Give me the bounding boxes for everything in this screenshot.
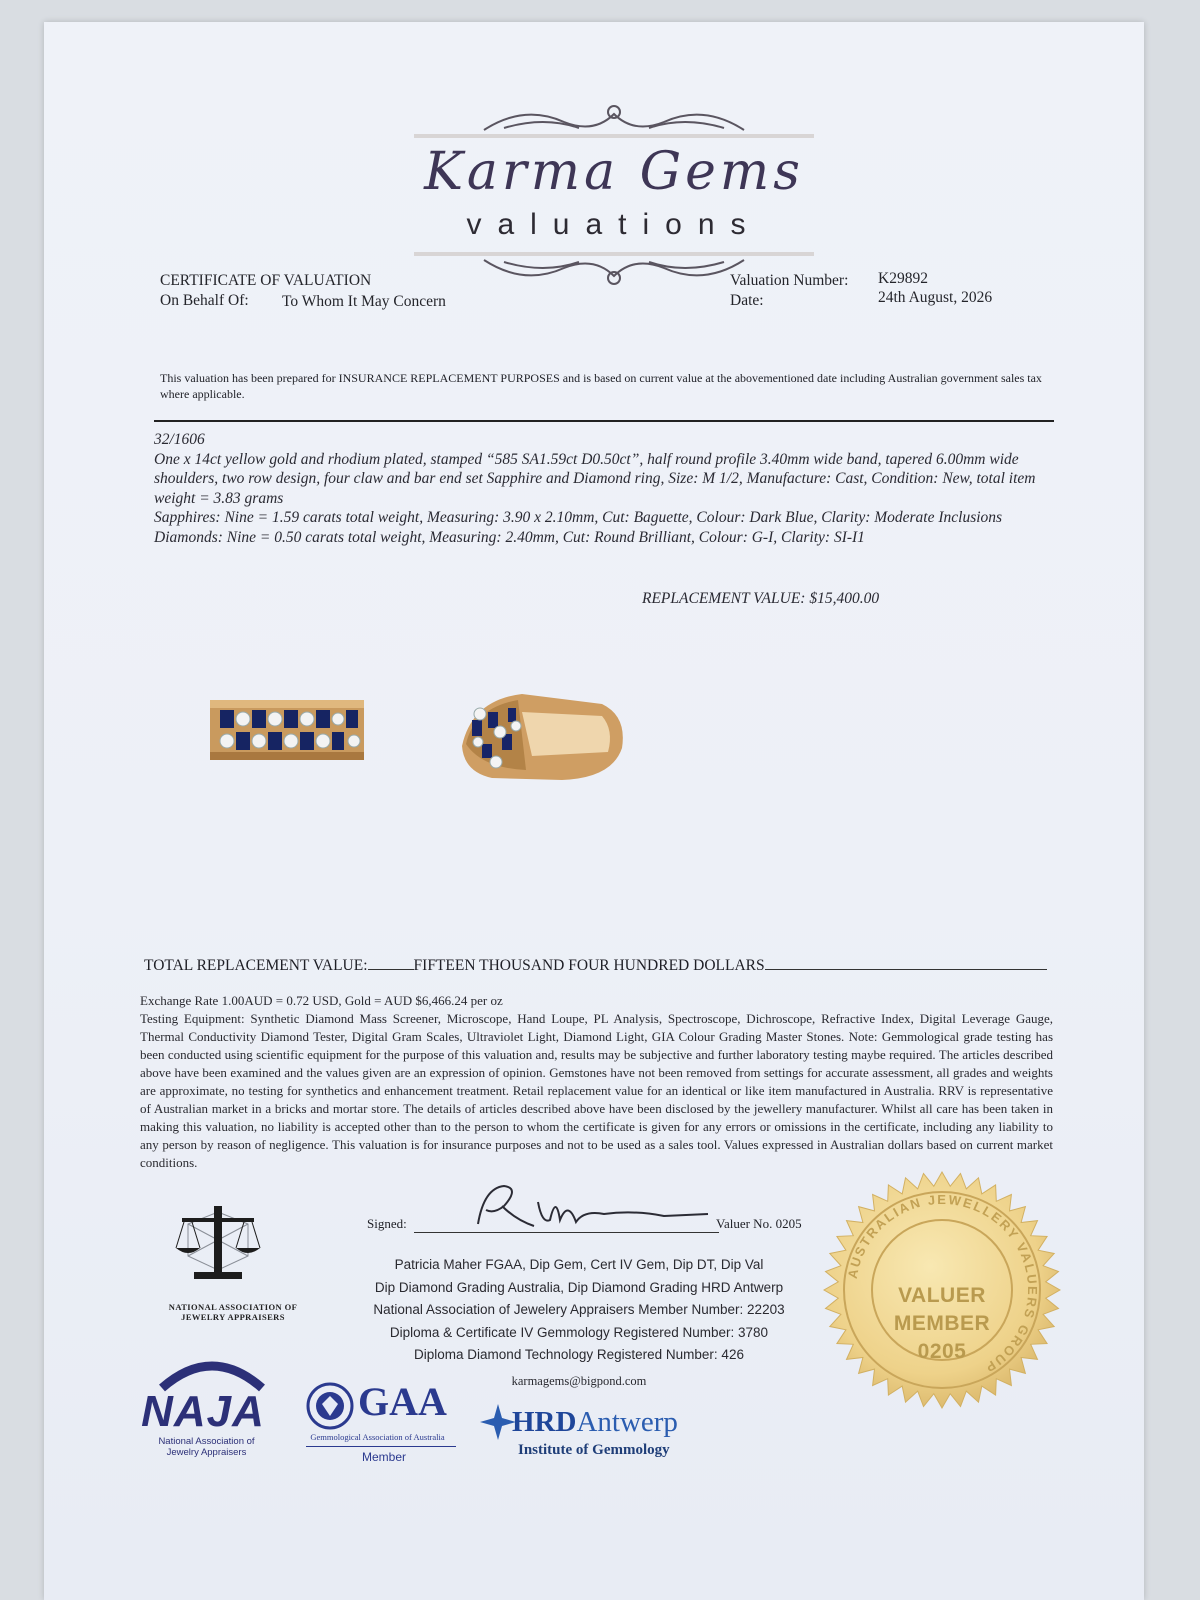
naja-caption	[148, 1302, 318, 1322]
naja-caption-line: JEWELRY APPRAISERS	[181, 1312, 285, 1322]
valuer-number: Valuer No. 0205	[716, 1216, 802, 1231]
valuation-number-value: K29892	[878, 270, 928, 287]
seal-ring-text: AUSTRALIAN JEWELLERY VALUERS GROUP	[844, 1191, 1041, 1376]
sapphire-details: Sapphires: Nine = 1.59 carats total weight, Measuring: 3.90 x 2.10mm, Cut: Baguette, Colour: Dark Blue, Clarity: Moderate Inclusions	[154, 509, 1003, 526]
naja-caption-line: NATIONAL ASSOCIATION OF	[168, 1302, 298, 1312]
replacement-value: REPLACEMENT VALUE: $15,400.00	[642, 590, 880, 607]
naja-subtitle-line: National Association of	[158, 1436, 255, 1447]
gaa-logo-text: GAA	[358, 1379, 447, 1424]
credential-line: National Association of Jewelery Appraisers Member Number: 22203	[373, 1302, 785, 1317]
testing-equipment: Testing Equipment: Synthetic Diamond Mass Screener, Microscope, Hand Loupe, PL Analysis, Spectroscope, Dichroscope, Refractive Index, Digital Leverage Gauge, Thermal Conductivity Diamond Tester, Digital Gram Scales, Ultraviolet Light, Diamond Light, GIA Colour Grading Master Stones. Note: Gemmological grade testing has been conducted using scientific equipment for the purpose of this valuation and, results may be subjective and further laboratory testing maybe required. The articles described above have been examined and the values given are an expression of opinion. Gemstones have not been removed from settings for accurate assessment, all grades and weights are approximate, no testing for synthetics and enhancement treatment. Retail replacement value for an identical or like item manufactured in Australia. RRV is representative of Australian market in a bricks and mortar store. The details of articles described above have been disclosed by the jewellery manufacturer. Whilst all care has been taken in making this valuation, no liability is accepted other than to the person to whom the certificate is given for any errors or omissions in the certificate, including any liability to any person by reason of negligence. This valuation is for insurance purposes and not to be used as a sales tool. Values expressed in Australian dollars based on current market conditions.	[140, 1011, 1053, 1170]
item-reference: 32/1606	[154, 431, 205, 448]
credential-line: Diploma Diamond Technology Registered Number: 426	[414, 1347, 744, 1362]
gaa-member: Member	[361, 1450, 406, 1464]
naja-arc-icon	[152, 1348, 272, 1392]
purpose-statement: This valuation has been prepared for INSURANCE REPLACEMENT PURPOSES and is based on current value at the abovementioned date including Australian government sales tax where applicable.	[160, 371, 1042, 401]
exchange-rate: Exchange Rate 1.00AUD = 0.72 USD, Gold = AUD $6,466.24 per oz	[140, 993, 503, 1008]
logo-subtitle: valuations	[466, 208, 762, 241]
hrd-logo-text	[512, 1406, 678, 1439]
total-value: FIFTEEN THOUSAND FOUR HUNDRED DOLLARS	[413, 957, 765, 974]
scales-of-justice-icon	[168, 1194, 268, 1294]
seal-line: MEMBER	[893, 1312, 991, 1335]
seal-center-text	[882, 1282, 1002, 1366]
certificate-title: CERTIFICATE OF VALUATION	[160, 272, 372, 289]
gaa-emblem-icon	[306, 1382, 354, 1430]
antwerp-text: Antwerp	[576, 1406, 678, 1438]
date-label: Date:	[730, 292, 764, 309]
total-replacement-row	[144, 957, 1064, 975]
diamond-details: Diamonds: Nine = 0.50 carats total weight, Measuring: 2.40mm, Cut: Round Brilliant, Colour: G-I, Clarity: SI-I1	[154, 528, 865, 546]
gaa-subtitle: Gemmological Association of Australia	[310, 1432, 445, 1442]
logo-script: Karma Gems	[424, 142, 804, 202]
valuer-credentials	[334, 1254, 824, 1367]
date-value: 24th August, 2026	[878, 289, 993, 306]
naja-subtitle-line: Jewelry Appraisers	[166, 1447, 247, 1458]
hrd-text: HRD	[512, 1406, 577, 1438]
divider	[154, 420, 1054, 422]
naja-logo-text: NAJA	[141, 1387, 265, 1436]
signed-label: Signed:	[367, 1216, 407, 1231]
hrd-subtitle: Institute of Gemmology	[518, 1442, 670, 1458]
seal-line: 0205	[917, 1340, 967, 1363]
naja-subtitle	[144, 1436, 269, 1458]
total-label: TOTAL REPLACEMENT VALUE:	[144, 957, 368, 974]
seal-line: VALUER	[898, 1284, 986, 1307]
karma-gems-logo	[364, 92, 864, 292]
valuation-number-label: Valuation Number:	[730, 272, 849, 289]
behalf-value: To Whom It May Concern	[282, 293, 446, 310]
behalf-label: On Behalf Of:	[160, 292, 249, 309]
handwritten-signature	[464, 1180, 724, 1236]
hrd-star-icon	[480, 1404, 516, 1440]
gaa-divider	[306, 1446, 456, 1447]
ring-side-photo	[452, 686, 632, 786]
credential-line: Dip Diamond Grading Australia, Dip Diamond Grading HRD Antwerp	[374, 1279, 784, 1295]
item-details: One x 14ct yellow gold and rhodium plated, stamped “585 SA1.59ct D0.50ct”, half round profile 3.40mm wide band, tapered 6.00mm wide shoulders, two row design, four claw and bar end set Sapphire and Diamond ring, Size: M 1/2, Manufacture: Cast, Condition: New, total item weight = 3.83 grams	[154, 450, 1036, 507]
certificate-sheet	[44, 22, 1144, 1600]
contact-email: karmagems@bigpond.com	[511, 1374, 647, 1388]
terms-block	[140, 992, 1053, 1172]
credential-line: Patricia Maher FGAA, Dip Gem, Cert IV Gem, Dip DT, Dip Val	[394, 1257, 764, 1272]
item-description	[154, 430, 1054, 547]
credential-line: Diploma & Certificate IV Gemmology Registered Number: 3780	[389, 1324, 769, 1340]
ring-front-photo	[208, 694, 368, 766]
